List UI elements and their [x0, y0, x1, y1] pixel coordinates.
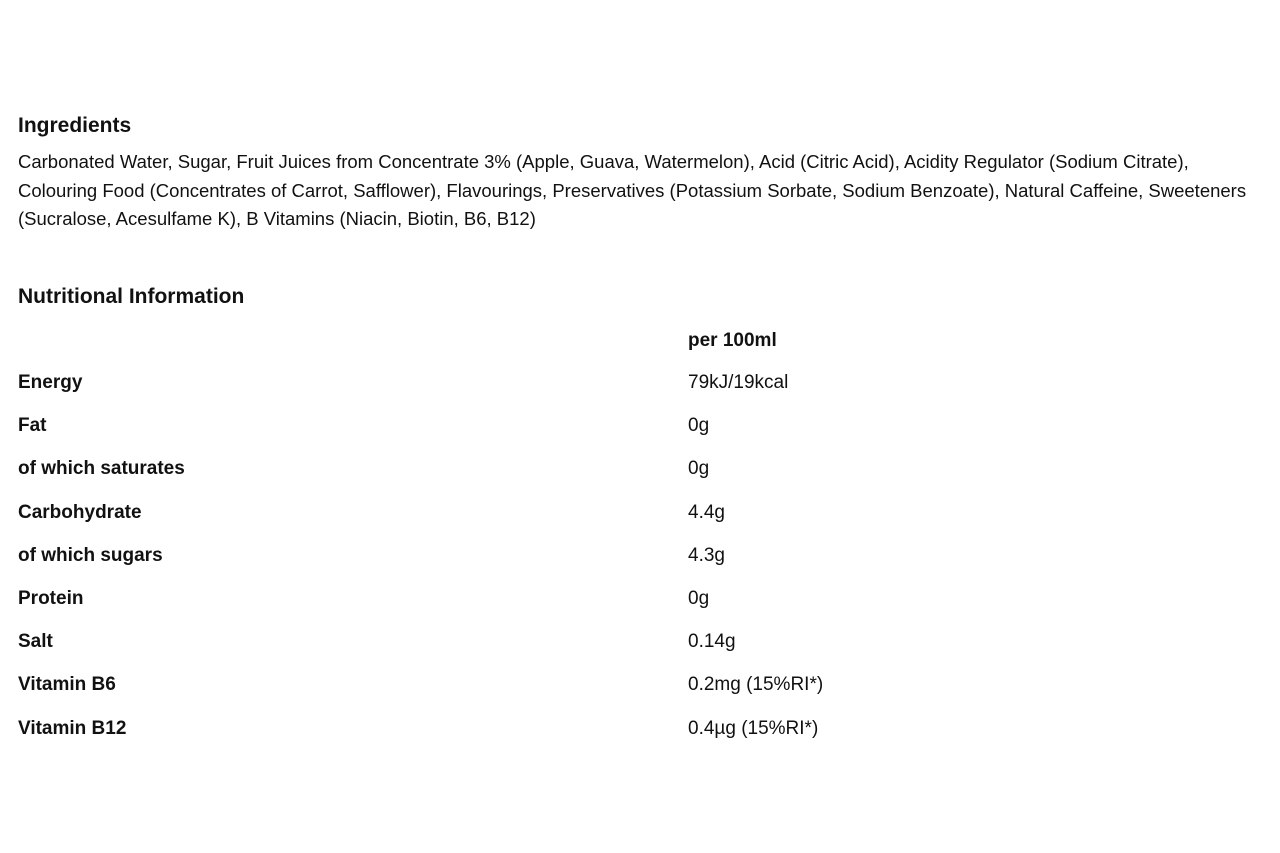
nutrient-label: Protein — [18, 587, 84, 609]
nutrient-value: 0g — [688, 415, 710, 437]
nutrient-value: 0.4µg (15%RI*) — [688, 717, 819, 739]
nutrition-row-vitamin-b12 — [18, 716, 1118, 759]
nutrient-label: Vitamin B6 — [18, 674, 116, 696]
nutrition-row-energy — [18, 370, 1118, 413]
nutrient-label: Carbohydrate — [18, 501, 142, 523]
nutrient-value: 0.14g — [688, 631, 736, 653]
ingredients-heading: Ingredients — [18, 114, 132, 137]
nutrition-row-salt — [18, 629, 1118, 672]
nutrient-label: Fat — [18, 415, 47, 437]
nutrition-heading: Nutritional Information — [18, 285, 245, 308]
nutrient-value: 0.2mg (15%RI*) — [688, 674, 824, 696]
nutrient-label: of which saturates — [18, 458, 185, 480]
nutrient-label: Energy — [18, 372, 83, 393]
nutrition-row-carbohydrate — [18, 500, 1118, 543]
nutrient-value: 4.3g — [688, 544, 725, 566]
nutrition-table-header — [18, 328, 1118, 358]
nutrient-value: 79kJ/19kcal — [688, 372, 789, 393]
nutrient-value: 0g — [688, 458, 710, 480]
nutrition-row-vitamin-b6 — [18, 672, 1118, 715]
ingredients-text: Carbonated Water, Sugar, Fruit Juices from Concentrate 3% (Apple, Guava, Watermelon), Acid (Citric Acid), Acidity Regulator (Sodium Citrate), Colouring Food (Concentrates of Carrot, Safflower), Flavourings, Preservatives (Potassium Sorbate, Sodium Benzoate), Natural Caffeine, Sweeteners (Sucralose, Acesulfame K), B Vitamins (Niacin, Biotin, B6, B12) — [18, 151, 1247, 229]
nutrient-value: 0g — [688, 587, 710, 609]
nutrient-label: Salt — [18, 631, 53, 653]
nutrient-label: Vitamin B12 — [18, 717, 127, 739]
nutrition-row-protein — [18, 586, 1118, 629]
nutrition-row-saturates — [18, 456, 1118, 499]
per-100ml-column-header: per 100ml — [688, 330, 777, 351]
nutrition-row-sugars — [18, 543, 1118, 586]
nutrition-row-fat — [18, 413, 1118, 456]
nutrient-value: 4.4g — [688, 501, 725, 523]
nutrition-table — [18, 328, 1118, 759]
nutrition-rows — [18, 370, 1118, 759]
nutrient-label: of which sugars — [18, 544, 163, 566]
